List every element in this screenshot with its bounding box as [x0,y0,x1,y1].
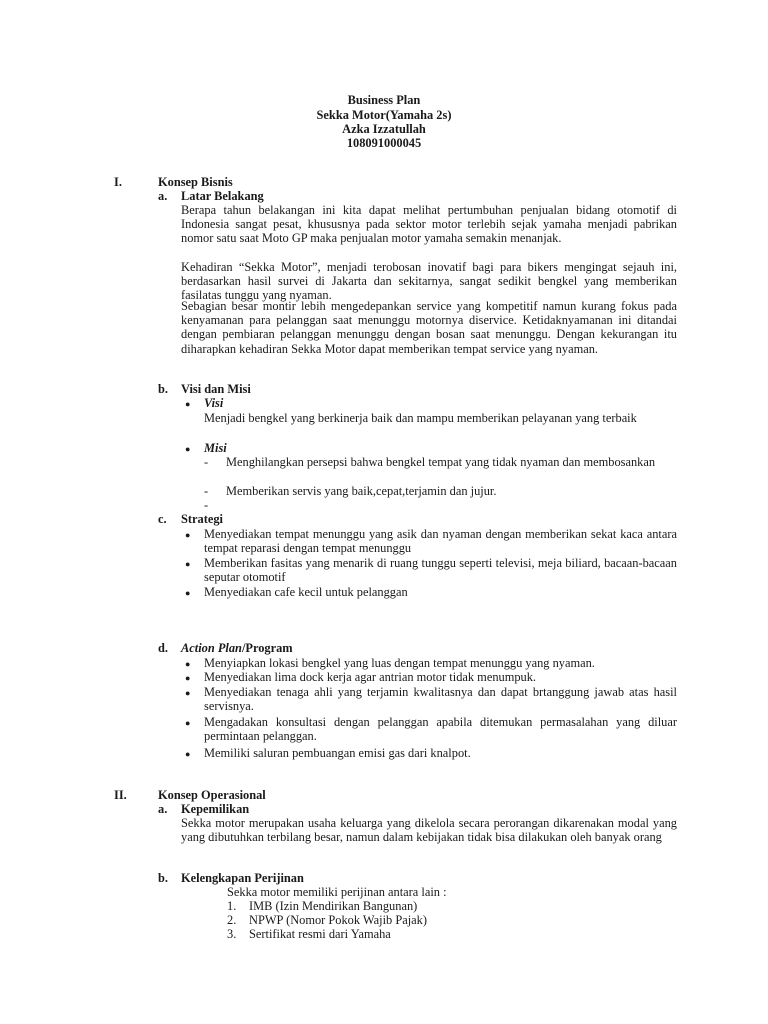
action-plan-item: Menyiapkan lokasi bengkel yang luas dengan tempat menunggu yang nyaman. [204,656,595,670]
bullet-icon: ● [185,659,191,669]
action-plan-item: Mengadakan konsultasi dengan pelanggan apabila ditemukan permasalahan yang diluar permintaan pelanggan. [204,715,677,744]
kepemilikan-paragraph: Sekka motor merupakan usaha keluarga yang dikelola secara perorangan dikarenakan modal yang yang dibutuhkan terbilang besar, namun dalam kebijakan tidak bisa dilakukan oleh banyak orang [181,816,677,845]
action-plan-italic: Action Plan [181,641,242,655]
section-1-number: I. [114,175,122,189]
perijinan-number: 2. [227,913,237,927]
dash-marker: - [204,484,209,498]
doc-title: Business Plan [347,93,421,107]
subsection-2a-title: Kepemilikan [181,802,250,816]
strategi-item: Menyediakan cafe kecil untuk pelanggan [204,585,408,599]
bullet-icon: ● [185,588,191,598]
bullet-icon: ● [185,559,191,569]
latar-belakang-paragraph-1: Berapa tahun belakangan ini kita dapat melihat pertumbuhan penjualan bidang otomotif di Indonesia sangat pesat, khususnya pada sektor motor terlebih sejak yamaha menjadi pabrikan nomor satu saat Moto GP maka penjualan motor yamaha semakin menanjak. [181,203,677,246]
perijinan-item: Sertifikat resmi dari Yamaha [249,927,391,941]
misi-item: Memberikan servis yang baik,cepat,terjamin dan jujur. [226,484,497,498]
strategi-item: Menyediakan tempat menunggu yang asik dan nyaman dengan memberikan sekat kaca antara tempat reparasi dengan tempat menunggu [204,527,677,556]
subsection-2b-title: Kelengkapan Perijinan [181,871,304,885]
subsection-b-title: Visi dan Misi [181,382,251,396]
section-2-number: II. [114,788,127,802]
section-2-title: Konsep Operasional [158,788,266,802]
action-plan-item: Menyediakan lima dock kerja agar antrian motor tidak menumpuk. [204,670,537,684]
action-plan-item: Menyediakan tenaga ahli yang terjamin kwalitasnya dan dapat brtanggung jawab atas hasil servisnya. [204,685,677,714]
subsection-2a-label: a. [158,802,168,816]
strategi-item: Memberikan fasitas yang menarik di ruang tunggu seperti televisi, meja biliard, bacaan-bacaan seputar otomotif [204,556,677,585]
perijinan-number: 3. [227,927,237,941]
action-plan-item: Memiliki saluran pembuangan emisi gas dari knalpot. [204,746,471,760]
bullet-icon: ● [185,688,191,698]
action-plan-rest: /Program [241,641,293,655]
visi-label: Visi [204,396,224,410]
misi-item: Menghilangkan persepsi bahwa bengkel tempat yang tidak nyaman dan membosankan [226,455,656,469]
subsection-2b-label: b. [158,871,168,885]
perijinan-item: NPWP (Nomor Pokok Wajib Pajak) [249,913,427,927]
perijinan-intro: Sekka motor memiliki perijinan antara lain : [227,885,447,899]
doc-id: 108091000045 [346,136,422,150]
misi-label: Misi [204,441,227,455]
perijinan-item: IMB (Izin Mendirikan Bangunan) [249,899,418,913]
bullet-icon: ● [185,673,191,683]
visi-text: Menjadi bengkel yang berkinerja baik dan mampu memberikan pelayanan yang terbaik [204,411,637,425]
latar-belakang-paragraph-2: Kehadiran “Sekka Motor”, menjadi terobosan inovatif bagi para bikers mengingat sejauh ini, berdasarkan hasil survei di Jakarta dan sekitarnya, sangat sedikit bengkel yang memberikan fasilatas tunggu yang nyaman. [181,260,677,303]
perijinan-number: 1. [227,899,237,913]
doc-author: Azka Izzatullah [342,122,426,136]
dash-marker: - [204,455,209,469]
subsection-a-title: Latar Belakang [181,189,264,203]
bullet-icon: ● [185,718,191,728]
subsection-b-label: b. [158,382,168,396]
subsection-c-label: c. [158,512,167,526]
bullet-icon: ● [185,749,191,759]
latar-belakang-paragraph-3: Sebagian besar montir lebih mengedepankan service yang kompetitif namun kurang fokus pada kenyamanan para pelanggan saat menunggu motornya diservice. Ketidaknyamanan ini ditandai dengan pembiaran pelanggan menunggu dengan bosan saat menunggu. Dengan kekurangan itu diharapkan kehadiran Sekka Motor dapat memberikan tempat service yang nyaman. [181,299,677,356]
subsection-c-title: Strategi [181,512,223,526]
subsection-d-label: d. [158,641,168,655]
bullet-icon: ● [185,530,191,540]
section-1-title: Konsep Bisnis [158,175,233,189]
subsection-a-label: a. [158,189,168,203]
dash-marker: - [204,498,209,512]
doc-subtitle: Sekka Motor(Yamaha 2s) [316,108,452,122]
bullet-icon: ● [185,399,191,409]
subsection-d-title [181,641,293,656]
bullet-icon: ● [185,444,191,454]
